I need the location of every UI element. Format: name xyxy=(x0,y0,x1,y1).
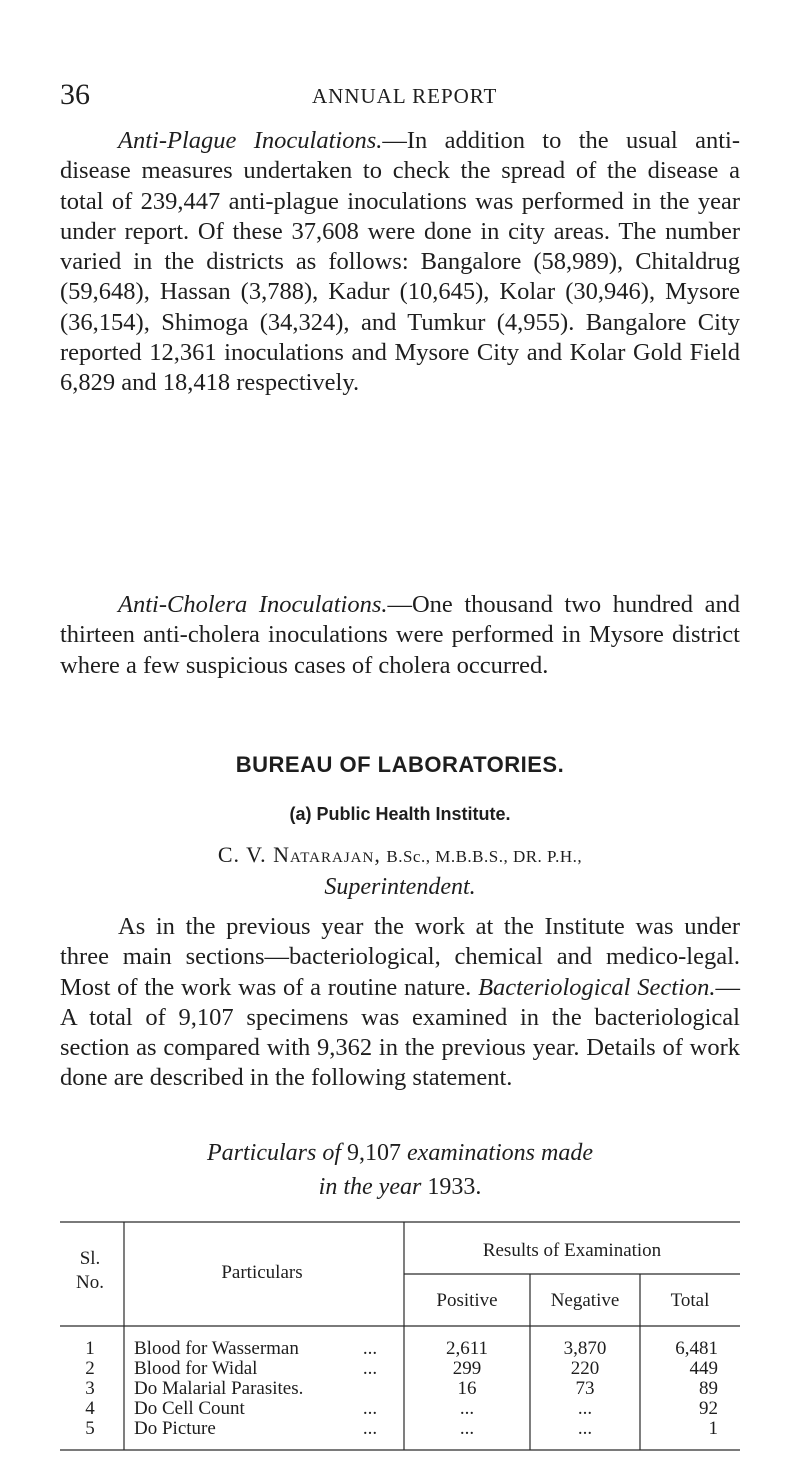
cell-total: 6,481 xyxy=(675,1338,718,1359)
cell-total: 89 xyxy=(699,1378,718,1399)
header-positive: Positive xyxy=(436,1290,498,1311)
cell-negative: 3,870 xyxy=(563,1338,607,1359)
header-no: No. xyxy=(76,1272,104,1293)
bacteriological-text: —A total of 9,107 specimens was examined in the bacteriological section as compared with 9,362 in the previous year. Details of work done are described in the following statement. xyxy=(60,973,740,1092)
cell-leader-dots: ... xyxy=(362,1418,378,1439)
cell-negative: ... xyxy=(577,1418,593,1439)
cell-particulars: Do Cell Count xyxy=(134,1398,245,1419)
header-results: Results of Examination xyxy=(482,1240,662,1261)
plague-heading: Anti-Plague Inoculations. xyxy=(118,127,383,154)
cell-leader-dots: ... xyxy=(362,1338,378,1359)
superintendent-title: Superintendent. xyxy=(324,874,476,900)
cell-total: 92 xyxy=(699,1398,718,1419)
cell-positive: ... xyxy=(459,1398,475,1419)
cell-sl: 3 xyxy=(85,1378,95,1399)
header-sl: Sl. xyxy=(79,1248,101,1269)
header-negative: Negative xyxy=(550,1290,620,1311)
cell-sl: 5 xyxy=(85,1418,95,1439)
cell-total: 449 xyxy=(689,1358,718,1379)
institute-title: (a) Public Health Institute. xyxy=(289,804,511,824)
header-total: Total xyxy=(670,1290,710,1311)
cell-negative: 73 xyxy=(575,1378,595,1399)
cell-leader-dots: ... xyxy=(362,1398,378,1419)
intro-text: As in the previous year the work at the Institute was under three main sections—bacteriological, chemical and medico-legal. Most of the work was of a routine nature. xyxy=(60,913,740,1001)
page-number: 36 xyxy=(60,78,90,111)
caption-year: 1933. xyxy=(427,1174,482,1200)
bureau-title: BUREAU OF LABORATORIES. xyxy=(235,752,565,777)
cell-sl: 2 xyxy=(85,1358,95,1379)
caption-part-a: Particulars xyxy=(207,1140,317,1166)
cholera-heading: Anti-Cholera Inoculations. xyxy=(118,591,388,618)
cell-sl: 4 xyxy=(85,1398,95,1419)
cell-particulars: Blood for Widal xyxy=(134,1358,258,1379)
cell-particulars: Do Picture xyxy=(134,1418,216,1439)
cell-total: 1 xyxy=(708,1418,718,1439)
caption-part-b: examinations made xyxy=(401,1140,593,1166)
cell-negative: 220 xyxy=(570,1358,600,1379)
table-body xyxy=(85,1338,718,1439)
cell-sl: 1 xyxy=(85,1338,95,1359)
cell-particulars: Do Malarial Parasites. xyxy=(134,1378,304,1399)
superintendent-degrees: B.Sc., M.B.B.S., DR. P.H., xyxy=(386,847,583,866)
header-particulars: Particulars xyxy=(221,1262,303,1283)
cell-leader-dots: ... xyxy=(362,1358,378,1379)
cell-positive: ... xyxy=(459,1418,475,1439)
cell-positive: 2,611 xyxy=(445,1338,489,1359)
cholera-text: —One thousand two hundred and thirteen anti-cholera inoculations were performed in Mysore district where a few suspicious cases of cholera occurred. xyxy=(60,591,740,679)
cell-negative: ... xyxy=(577,1398,593,1419)
superintendent-name: C. V. Natarajan, xyxy=(217,842,381,867)
cell-positive: 16 xyxy=(457,1378,477,1399)
caption-number: 9,107 xyxy=(347,1140,402,1166)
cell-positive: 299 xyxy=(452,1358,482,1379)
cell-particulars: Blood for Wasserman xyxy=(134,1338,299,1359)
running-title: ANNUAL REPORT xyxy=(312,84,498,108)
caption-year-label: in the year xyxy=(318,1174,422,1200)
caption-of: of xyxy=(316,1140,348,1166)
bacteriological-heading: Bacteriological Section. xyxy=(478,973,716,1001)
plague-text: —In addition to the usual anti-disease measures undertaken to check the spread of the disease a total of 239,447 anti-plague inoculations was performed in the year under report. Of these 37,608 were done in city areas. The number varied in the districts as follows: Bangalore (58,989), Chitaldrug (59,648), Hassan (3,788), Kadur (10,645), Kolar (30,946), Mysore (36,154), Shimoga (34,324), and Tumkur (4,955). Bangalore City reported 12,361 inoculations and Mysore City and Kolar Gold Field 6,829 and 18,418 respectively. xyxy=(60,127,741,397)
